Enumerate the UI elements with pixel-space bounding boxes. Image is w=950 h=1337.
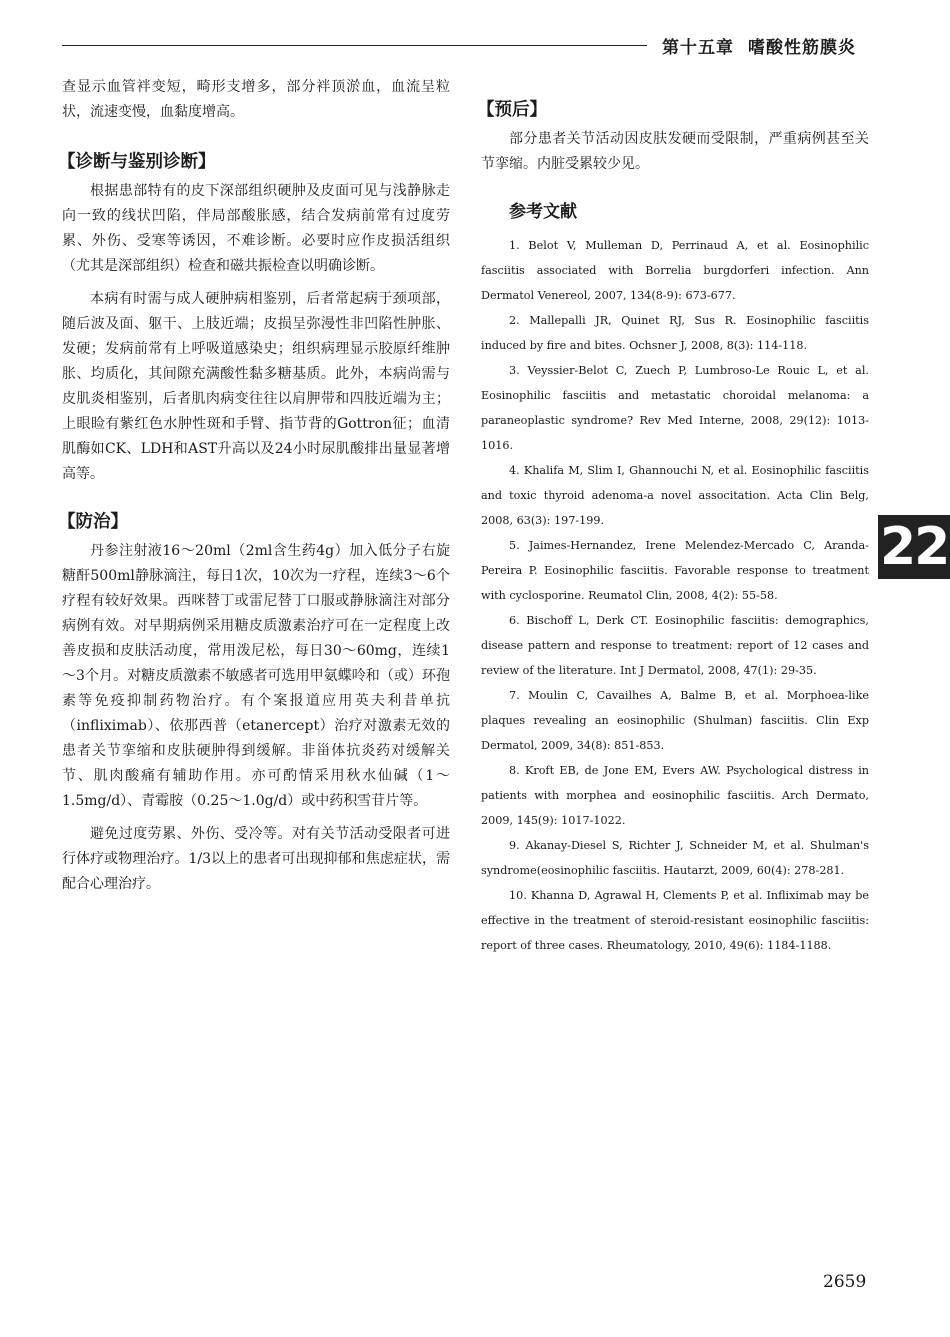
treatment-heading: 【防治】 xyxy=(58,512,128,532)
chapter-number: 第十五章 xyxy=(662,38,734,58)
continued-paragraph: 查显示血管袢变短，畸形支增多，部分袢顶淤血，血流呈粒状，流速变慢，血黏度增高。 xyxy=(62,79,450,120)
reference-item: 7. Moulin C, Cavailhes A, Balme B, et al. Morphoea-like plaques revealing an eosinophilic (Shulman) fasciitis. Clin Exp Dermatol, 2009, 34(8): 851-853. xyxy=(481,689,869,752)
left-column xyxy=(58,75,450,897)
reference-item: 5. Jaimes-Hernandez, Irene Melendez-Mercado C, Aranda-Pereira P. Eosinophilic fasciitis. Favorable response to treatment with cyclosporine. Reumatol Clin, 2008, 4(2): 55-58. xyxy=(481,539,869,602)
header-rule xyxy=(62,45,647,46)
right-column xyxy=(477,95,869,958)
prognosis-paragraph: 部分患者关节活动因皮肤发硬而受限制，严重病例甚至关节挛缩。内脏受累较少见。 xyxy=(481,131,869,172)
diagnosis-paragraph-2: 本病有时需与成人硬肿病相鉴别，后者常起病于颈项部，随后波及面、躯干、上肢近端；皮损呈弥漫性非凹陷性肿胀、发硬；发病前常有上呼吸道感染史；组织病理显示胶原纤维肿胀、均质化，其间隙充满酸性黏多糖基质。此外，本病尚需与皮肌炎相鉴别，后者肌肉病变往往以肩胛带和四肢近端为主；上眼睑有紫红色水肿性斑和手臂、指节背的Gottron征；血清肌酶如CK、LDH和AST升高以及24小时尿肌酸排出量显著增高等。 xyxy=(62,291,450,482)
references-list xyxy=(481,233,869,958)
reference-item: 1. Belot V, Mulleman D, Perrinaud A, et al. Eosinophilic fasciitis associated with Borrelia burgdorferi infection. Ann Dermatol Venereol, 2007, 134(8-9): 673-677. xyxy=(481,239,869,302)
chapter-header xyxy=(662,33,870,58)
reference-item: 4. Khalifa M, Slim I, Ghannouchi N, et al. Eosinophilic fasciitis and toxic thyroid adenoma-a novel associtation. Acta Clin Belg, 2008, 63(3): 197-199. xyxy=(481,464,869,527)
reference-item: 10. Khanna D, Agrawal H, Clements P, et al. Infliximab may be effective in the treatment of steroid-resistant eosinophilic fasciitis: report of three cases. Rheumatology, 2010, 49(6): 1184-1188. xyxy=(481,889,869,952)
reference-item: 6. Bischoff L, Derk CT. Eosinophilic fasciitis: demographics, disease pattern and response to treatment: report of 12 cases and review of the literature. Int J Dermatol, 2008, 47(1): 29-35. xyxy=(481,614,869,677)
chapter-side-tab: 22 xyxy=(878,515,950,579)
references-heading: 参考文献 xyxy=(509,202,577,222)
diagnosis-heading: 【诊断与鉴别诊断】 xyxy=(58,152,216,172)
treatment-paragraph-1: 丹参注射液16～20ml（2ml含生药4g）加入低分子右旋糖酐500ml静脉滴注，每日1次，10次为一疗程，连续3～6个疗程有较好效果。西咪替丁或雷尼替丁口服或静脉滴注对部分病例有效。对早期病例采用糖皮质激素治疗可在一定程度上改善皮损和皮肤活动度，常用泼尼松，每日30～60mg，连续1～3个月。对糖皮质激素不敏感者可选用甲氨蝶呤和（或）环孢素等免疫抑制药物治疗。有个案报道应用英夫利昔单抗（infliximab）、依那西普（etanercept）治疗对激素无效的患者关节挛缩和皮肤硬肿得到缓解。非甾体抗炎药对缓解关节、肌肉酸痛有辅助作用。亦可酌情采用秋水仙碱（1～1.5mg/d）、青霉胺（0.25～1.0g/d）或中药积雪苷片等。 xyxy=(62,543,450,809)
page-number: 2659 xyxy=(823,1272,867,1292)
reference-item: 8. Kroft EB, de Jone EM, Evers AW. Psychological distress in patients with morphea and eosinophilic fasciitis. Arch Dermato, 2009, 145(9): 1017-1022. xyxy=(481,764,869,827)
reference-item: 3. Veyssier-Belot C, Zuech P, Lumbroso-Le Rouic L, et al. Eosinophilic fasciitis and metastatic choroidal melanoma: a paraneoplastic syndrome? Rev Med Interne, 2008, 29(12): 1013-1016. xyxy=(481,364,869,452)
diagnosis-paragraph-1: 根据患部特有的皮下深部组织硬肿及皮面可见与浅静脉走向一致的线状凹陷，伴局部酸胀感，结合发病前常有过度劳累、外伤、受寒等诱因，不难诊断。必要时应作皮损活组织（尤其是深部组织）检查和磁共振检查以明确诊断。 xyxy=(62,183,450,274)
reference-item: 9. Akanay-Diesel S, Richter J, Schneider M, et al. Shulman's syndrome(eosinophilic fasciitis. Hautarzt, 2009, 60(4): 278-281. xyxy=(481,839,869,877)
prognosis-heading: 【预后】 xyxy=(477,100,547,120)
treatment-paragraph-2: 避免过度劳累、外伤、受冷等。对有关节活动受限者可进行体疗或物理治疗。1/3以上的患者可出现抑郁和焦虑症状，需配合心理治疗。 xyxy=(62,826,450,892)
reference-item: 2. Mallepalli JR, Quinet RJ, Sus R. Eosinophilic fasciitis induced by fire and bites. Ochsner J, 2008, 8(3): 114-118. xyxy=(481,314,869,352)
chapter-title: 嗜酸性筋膜炎 xyxy=(748,38,856,58)
